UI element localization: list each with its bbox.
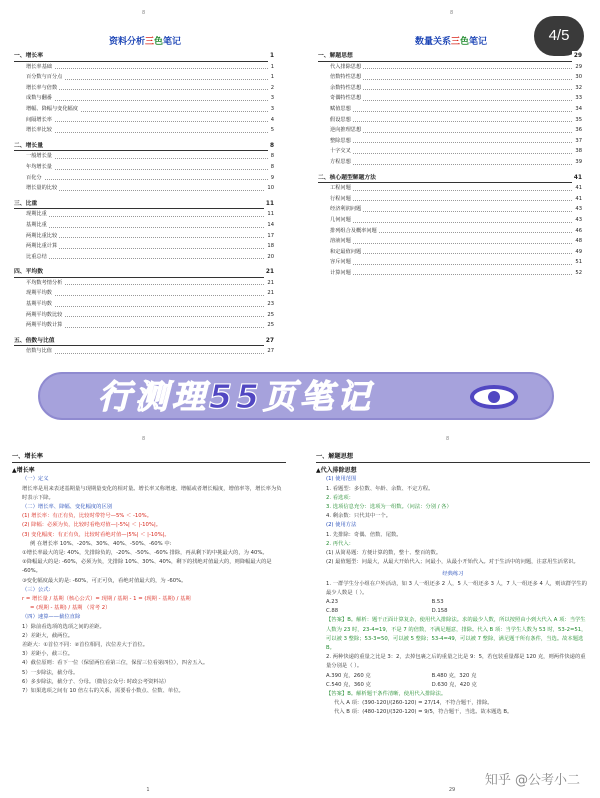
toc-label: 百化分 — [14, 175, 44, 181]
toc-entry[interactable] — [318, 247, 582, 258]
toc-entry[interactable] — [14, 241, 274, 252]
toc-entry[interactable] — [14, 310, 274, 321]
toc-section[interactable] — [14, 199, 274, 210]
page-number: 1 — [146, 787, 150, 793]
banner-text: 行测理55页笔记 — [98, 377, 374, 416]
toc-entry[interactable] — [318, 157, 582, 168]
option: C.88 — [326, 608, 339, 615]
page-title — [2, 34, 288, 47]
toc-entry[interactable] — [14, 125, 274, 136]
page-number: 29 — [448, 787, 456, 793]
toc-entry[interactable] — [318, 194, 582, 205]
calc-1: 代入 A 项：(390-120)/(260-120) = 27/14，不符合题干，排除。 — [334, 700, 493, 707]
toc-page-number: 9 — [269, 173, 274, 184]
answer-2: ②降幅最大的是: -60%，必须为负，先排除 10%、30%、40%，剩下的找绝对值最大的，则降幅最大的是 -60%。 — [22, 559, 272, 575]
divider — [12, 462, 286, 463]
toc-entry[interactable] — [14, 209, 274, 220]
toc-page-number: 43 — [573, 204, 582, 215]
toc-page-number: 1 — [269, 72, 274, 83]
method-6: 5）一步除法，截分母。 — [22, 669, 79, 676]
toc-page-number: 27 — [264, 336, 274, 347]
subheading-definition: （一）定义 — [22, 476, 49, 483]
toc-page-number: 51 — [573, 257, 582, 268]
toc-label: 几何问题 — [318, 217, 353, 223]
section-heading: 一、增长率 — [12, 453, 43, 460]
method-8: 7）如果选项之间有 10 倍左右的关系，需要看小数点、位数、单位。 — [22, 688, 184, 695]
toc-page-number: 21 — [265, 278, 274, 289]
answer-1: ①增长率最大的是: 40%，先排除负的，-20%、-50%、-60% 排除，再从剩下的中挑最大的，为 40%。 — [22, 550, 268, 557]
practice-title: 经典练习 — [442, 571, 464, 578]
toc-page-number: 32 — [573, 83, 582, 94]
toc-label: 增长率与倍数 — [14, 85, 59, 91]
toc-section[interactable] — [318, 173, 582, 184]
toc-entry[interactable] — [14, 115, 274, 126]
toc-entry[interactable] — [14, 299, 274, 310]
toc-label: 和定最值问题 — [318, 249, 363, 255]
toc-entry[interactable] — [14, 104, 274, 115]
title-main: 数量关系 — [414, 37, 451, 47]
option: A.390 克，260 克 — [326, 672, 371, 679]
toc-page-number: 25 — [265, 310, 274, 321]
rule-growth-rate: (1) 增长率：有正有负，比较时带符号—5% ＜ -10%。 — [22, 513, 152, 520]
toc-page-number: 8 — [269, 151, 274, 162]
toc-label: 三、比重 — [14, 200, 38, 207]
rule-decline: (2) 降幅：必须为负，比较时看绝对值—|-5%| ＜ |-10%|。 — [22, 522, 162, 529]
option: A.23 — [326, 599, 338, 606]
question-1: 1. 一群学生分小组在户外活动，如 3 人一组还多 2 人，5 人一组还多 3 人，7 人一组还多 4 人，则该群学生的最少人数是（ ）。 — [326, 580, 587, 596]
toc-entry[interactable] — [14, 173, 274, 184]
answer-2: 【答案】B。解析题干条件清晰，使用代入排除法。 — [326, 691, 447, 698]
toc-label: 比重总结 — [14, 254, 49, 260]
scope-4: 4. 剩余数：只代其中一个。 — [326, 513, 392, 520]
table-of-contents — [14, 51, 274, 356]
method-2: 2. 再代入： — [326, 540, 354, 547]
toc-page-number: 8 — [269, 162, 274, 173]
toc-entry[interactable] — [318, 115, 582, 126]
toc-page-number: 23 — [265, 299, 274, 310]
method-1: 1）除前看选项的选项之间的差距。 — [22, 623, 105, 630]
toc-entry[interactable] — [318, 93, 582, 104]
toc-page-number: 17 — [265, 231, 274, 242]
title-green: 色 — [154, 37, 164, 47]
toc-label: 溶液问题 — [318, 238, 353, 244]
toc-label: 倍数特性思想 — [318, 74, 363, 80]
watermark: 知乎 @公考小二 — [484, 773, 580, 788]
options-2a — [316, 672, 590, 681]
rule-change: (3) 变化幅度：有正有负，比较时看绝对值—|5%| ＜ |-10%|。 — [22, 531, 170, 538]
toc-label: 假设思想 — [318, 117, 353, 123]
method-3: (1) 从简易题：方便计算的数，整十、整百的数。 — [326, 550, 442, 557]
toc-entry[interactable] — [318, 125, 582, 136]
formula-2: = (现期 - 基期) / 基期 （常考 2） — [30, 605, 111, 612]
toc-entry[interactable] — [318, 136, 582, 147]
option: D.630 克，420 克 — [431, 681, 477, 688]
toc-entry[interactable] — [14, 320, 274, 331]
toc-entry[interactable] — [14, 93, 274, 104]
toc-page-number: 20 — [265, 252, 274, 263]
toc-page-number: 37 — [573, 136, 582, 147]
toc-label: 经济利润问题 — [318, 206, 363, 212]
scope-2: 2. 看选项： — [326, 494, 354, 501]
notes-page-growth-rate — [2, 430, 294, 798]
section-heading: 一、解题思想 — [316, 453, 354, 460]
toc-label: 年均增长量 — [14, 164, 54, 170]
toc-page-number: 49 — [573, 247, 582, 258]
method-7: 6）多步除法，截分子、分母。（微信公众号: 时政公考资料站） — [22, 678, 170, 685]
toc-entry[interactable] — [318, 236, 582, 247]
toc-label: 赋值思想 — [318, 106, 353, 112]
toc-label: 方程思想 — [318, 159, 353, 165]
method-5: 4）截位原则：看下一位（保留两位看第三位，保留三位看第四位），四舍五入。 — [22, 660, 209, 667]
toc-entry[interactable] — [318, 62, 582, 73]
toc-label: 二、核心题型解题方法 — [318, 174, 376, 181]
toc-label: 整除思想 — [318, 138, 353, 144]
title-main: 资料分析 — [108, 37, 145, 47]
table-of-contents — [318, 51, 582, 278]
method-3: 差距大：①首位不同：②首位相同，次位差大于首位。 — [22, 642, 149, 649]
toc-page-number: 52 — [573, 268, 582, 279]
toc-label: 一般增长量 — [14, 153, 54, 159]
toc-label: 基期比重 — [14, 222, 49, 228]
toc-entry[interactable] — [14, 162, 274, 173]
toc-label: 成数与翻番 — [14, 95, 54, 101]
options-1b — [316, 607, 590, 616]
divider — [316, 462, 590, 463]
method-4: 3）差距小，截三位。 — [22, 651, 74, 658]
title-red: 三 — [450, 37, 460, 47]
toc-entry[interactable] — [14, 346, 274, 356]
toc-label: 现期比重 — [14, 211, 49, 217]
toc-label: 增长率基础 — [14, 64, 54, 70]
toc-page-number: 38 — [573, 146, 582, 157]
toc-page-number: 2 — [269, 83, 274, 94]
page-mark: 8 — [142, 10, 146, 16]
toc-label: 两期平均数计算 — [14, 322, 64, 328]
toc-label: 间隔增长率 — [14, 117, 54, 123]
toc-section[interactable] — [14, 267, 274, 278]
toc-page-number: 30 — [573, 72, 582, 83]
toc-entry[interactable] — [14, 220, 274, 231]
subheading-formula: （三）公式: — [22, 586, 51, 593]
toc-section[interactable] — [14, 141, 274, 152]
toc-page-number: 29 — [572, 51, 582, 62]
toc-entry[interactable] — [14, 151, 274, 162]
option: B.53 — [431, 599, 444, 606]
page-mark: 8 — [446, 436, 450, 442]
toc-page-number: 29 — [573, 62, 582, 73]
subheading-difference: （二）增长率、降幅、变化幅度的区别 — [22, 504, 113, 511]
page-content — [316, 452, 590, 718]
title-green: 色 — [460, 37, 470, 47]
toc-page-number: 1 — [269, 62, 274, 73]
options-1a — [316, 598, 590, 607]
toc-entry[interactable] — [14, 72, 274, 83]
toc-entry[interactable] — [318, 257, 582, 268]
toc-label: 逆向推理思想 — [318, 127, 363, 133]
option: B.480 克，320 克 — [431, 672, 477, 679]
paragraph-definition: 增长率是用来表述基期量与现期量变化的相对量。增长率又称增速、增幅或者增长幅度，增值率等，增长率为负时表示下降。 — [22, 485, 282, 501]
scope-1: 1. 看题型：多位数、年龄、余数、不定方程。 — [326, 485, 434, 492]
toc-page-number: 8 — [268, 141, 274, 152]
toc-entry[interactable] — [318, 268, 582, 279]
toc-page-number: 1 — [268, 51, 274, 62]
toc-label: 基期平均数 — [14, 301, 54, 307]
options-2b — [316, 681, 590, 690]
title-tail: 笔记 — [163, 37, 182, 47]
toc-page-number: 43 — [573, 215, 582, 226]
toc-page-number: 5 — [269, 125, 274, 136]
formula-1: r = 增长量 / 基期（核心公式）= 现期 / 基期 - 1 = (现期 - 基期) / 基期 — [22, 596, 191, 603]
toc-label: 增长量的比较 — [14, 185, 59, 191]
subheading-quick-calc: （四）速算——截位直除 — [22, 614, 81, 621]
eye-icon — [470, 385, 518, 409]
page-mark: 8 — [450, 10, 454, 16]
toc-page-number: 18 — [265, 241, 274, 252]
title-red: 三 — [144, 37, 154, 47]
toc-entry[interactable] — [14, 62, 274, 73]
toc-label: 代入排除思想 — [318, 64, 363, 70]
toc-label: 容斥问题 — [318, 259, 353, 265]
toc-label: 排列组合及概率问题 — [318, 228, 379, 234]
toc-page-number: 3 — [269, 104, 274, 115]
toc-page-number: 35 — [573, 115, 582, 126]
toc-page-data-analysis — [2, 4, 288, 356]
promo-banner — [38, 372, 554, 420]
toc-page-number: 33 — [573, 93, 582, 104]
toc-label: 十字交叉 — [318, 148, 353, 154]
toc-label: 工程问题 — [318, 185, 353, 191]
toc-entry[interactable] — [318, 183, 582, 194]
toc-page-number: 10 — [265, 183, 274, 194]
toc-entry[interactable] — [14, 288, 274, 299]
toc-entry[interactable] — [14, 252, 274, 263]
subheading-method: (2) 使用方法 — [326, 522, 357, 529]
toc-page-number: 21 — [264, 267, 274, 278]
toc-page-number: 25 — [265, 320, 274, 331]
toc-page-number: 36 — [573, 125, 582, 136]
toc-page-number: 27 — [265, 346, 274, 356]
toc-label: 平均数考情分析 — [14, 280, 64, 286]
scope-3: 3. 选项信息充分：选项为一组数。（问法：分别 / 各） — [326, 504, 452, 511]
toc-label: 增幅、降幅与变化幅度 — [14, 106, 80, 112]
toc-label: 两期比重计算 — [14, 243, 59, 249]
answer-1: 【答案】B。解析：题干正面计算复杂，使用代入排除法。求的最少人数，所以按照由小到大代入 A 项：当学生人数为 23 时，23-4=19，不是 7 的倍数，不满足题意，排除。代入 B 项：当学生人数为 53 时，53-2=51，可以被 3 整除；53-3=50，可以被 5 整除；53-4=49，可以被 7 整除，满足题干所有条件，当选。故本题选 B。 — [326, 617, 587, 652]
toc-entry[interactable] — [14, 231, 274, 242]
toc-entry[interactable] — [318, 104, 582, 115]
toc-page-quantitative — [306, 4, 596, 356]
toc-label: 五、倍数与比值 — [14, 337, 55, 344]
toc-entry[interactable] — [318, 226, 582, 237]
example-line: 例 在增长率 10%、-20%、30%、40%、-50%、-60% 中: — [30, 540, 172, 547]
toc-page-number: 4 — [269, 115, 274, 126]
toc-entry[interactable] — [318, 204, 582, 215]
toc-entry[interactable] — [318, 146, 582, 157]
calc-2: 代入 B 项：(480-120)/(320-120) = 9/5，符合题干，当选。故本题选 B。 — [334, 709, 513, 716]
topic-heading: ▲增长率 — [12, 467, 35, 475]
toc-label: 两期平均数比较 — [14, 312, 64, 318]
toc-label: 增长率比较 — [14, 127, 54, 133]
toc-label: 两期比重比较 — [14, 233, 59, 239]
toc-label: 余数特性思想 — [318, 85, 363, 91]
toc-page-number: 34 — [573, 104, 582, 115]
toc-section[interactable] — [14, 336, 274, 347]
toc-label: 行程问题 — [318, 196, 353, 202]
toc-page-number: 21 — [265, 288, 274, 299]
toc-label: 现期平均数 — [14, 290, 54, 296]
notes-page-solving-ideas — [306, 430, 598, 798]
toc-label: 二、增长量 — [14, 142, 43, 149]
page-content — [12, 452, 286, 696]
toc-entry[interactable] — [14, 278, 274, 289]
option: D.158 — [431, 608, 448, 615]
toc-label: 奇偶特性思想 — [318, 95, 363, 101]
toc-page-number: 41 — [573, 183, 582, 194]
topic-heading: ▲代入排除思想 — [316, 467, 357, 475]
question-2: 2. 两种快递的重量之比是 3：2，去掉包裹之后的重量之比是 9：5，若包装重量都是 120 克，则两件快递的重量分别是（ ）。 — [326, 654, 586, 670]
toc-page-number: 3 — [269, 93, 274, 104]
title-tail: 笔记 — [469, 37, 488, 47]
toc-label: 计算问题 — [318, 270, 353, 276]
toc-page-number: 46 — [573, 226, 582, 237]
method-1: 1. 先排除：奇偶、倍数、尾数。 — [326, 531, 402, 538]
toc-page-number: 48 — [573, 236, 582, 247]
method-4: (2) 最值题型：问最大，从最大开始代入；问最小，从最小开始代入。对于生活中的问题，注意用生活常识。 — [326, 559, 579, 566]
image-counter[interactable]: 4/5 — [534, 16, 584, 56]
toc-entry[interactable] — [14, 83, 274, 94]
toc-entry[interactable] — [318, 72, 582, 83]
subheading-scope: (1) 使用范围 — [326, 476, 357, 483]
toc-page-number: 14 — [265, 220, 274, 231]
answer-3: ③变化幅度最大的是: -60%，可正可负，看绝对值最大的，为 -60%。 — [22, 577, 187, 584]
toc-page-number: 39 — [573, 157, 582, 168]
toc-label: 一、增长率 — [14, 53, 43, 59]
page-mark: 8 — [142, 436, 146, 442]
option: C.540 克，360 克 — [326, 681, 371, 688]
toc-label: 百分数与百分点 — [14, 74, 64, 80]
toc-label: 四、平均数 — [14, 269, 43, 276]
toc-page-number: 41 — [573, 194, 582, 205]
toc-section[interactable] — [14, 51, 274, 62]
toc-entry[interactable] — [318, 83, 582, 94]
toc-page-number: 11 — [265, 209, 274, 220]
toc-label: 一、解题思想 — [318, 53, 353, 59]
toc-label: 倍数与比值 — [14, 348, 54, 354]
method-2: 2）差距大，截两位。 — [22, 632, 74, 639]
toc-entry[interactable] — [318, 215, 582, 226]
toc-page-number: 41 — [572, 173, 582, 184]
toc-page-number: 11 — [264, 199, 274, 210]
toc-entry[interactable] — [14, 183, 274, 194]
